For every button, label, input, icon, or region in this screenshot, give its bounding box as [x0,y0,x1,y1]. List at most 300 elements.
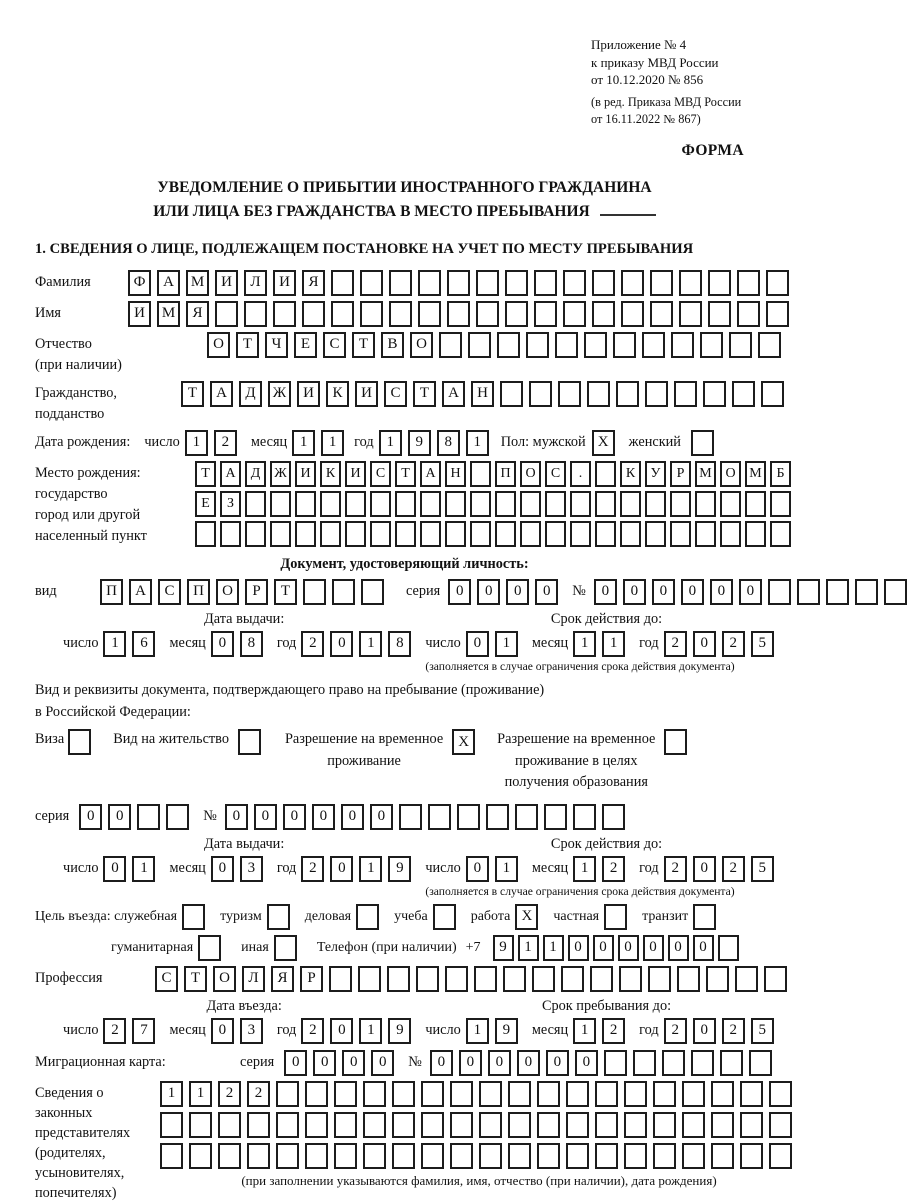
form-cell[interactable] [720,1050,743,1076]
form-cell[interactable]: 0 [342,1050,365,1076]
form-cell[interactable]: 5 [751,856,774,882]
form-cell[interactable]: 0 [693,1018,716,1044]
form-cell[interactable] [619,966,642,992]
form-cell[interactable]: Л [244,270,267,296]
form-cell[interactable]: Л [242,966,265,992]
form-cell[interactable]: 9 [495,1018,518,1044]
form-cell[interactable] [495,521,516,547]
form-cell[interactable]: А [157,270,180,296]
form-cell[interactable]: 2 [722,1018,745,1044]
form-cell[interactable] [604,1050,627,1076]
form-cell[interactable] [244,301,267,327]
form-cell[interactable]: 0 [568,935,589,961]
form-cell[interactable]: 0 [430,1050,453,1076]
form-cell[interactable] [392,1112,415,1138]
form-cell[interactable] [563,270,586,296]
form-cell[interactable]: 0 [710,579,733,605]
form-cell[interactable]: 1 [466,430,489,456]
form-cell[interactable]: 9 [388,856,411,882]
form-cell[interactable]: 3 [240,1018,263,1044]
form-cell[interactable] [642,332,665,358]
form-cell[interactable]: 0 [330,631,353,657]
form-cell[interactable] [361,579,384,605]
form-cell[interactable]: С [384,381,407,407]
form-cell[interactable]: М [745,461,766,487]
form-cell[interactable] [616,381,639,407]
form-cell[interactable]: 2 [301,631,324,657]
form-cell[interactable]: . [570,461,591,487]
form-cell[interactable] [545,491,566,517]
form-cell[interactable] [515,804,538,830]
form-cell[interactable] [160,1143,183,1169]
form-cell[interactable] [674,381,697,407]
form-cell[interactable]: 0 [211,631,234,657]
form-cell[interactable] [445,966,468,992]
form-cell[interactable] [620,521,641,547]
form-cell[interactable] [370,491,391,517]
form-cell[interactable] [392,1143,415,1169]
form-cell[interactable]: П [187,579,210,605]
form-cell[interactable] [711,1081,734,1107]
form-cell[interactable]: 0 [593,935,614,961]
form-cell[interactable] [247,1112,270,1138]
form-cell[interactable] [508,1081,531,1107]
form-cell[interactable]: О [216,579,239,605]
form-cell[interactable] [276,1112,299,1138]
form-cell[interactable]: Д [245,461,266,487]
form-cell[interactable] [331,270,354,296]
form-cell[interactable] [671,332,694,358]
form-cell[interactable]: О [213,966,236,992]
form-cell[interactable] [476,270,499,296]
form-cell[interactable] [450,1081,473,1107]
form-cell[interactable] [479,1112,502,1138]
form-cell[interactable] [433,904,456,930]
form-cell[interactable]: А [220,461,241,487]
form-cell[interactable] [500,381,523,407]
form-cell[interactable] [677,966,700,992]
form-cell[interactable]: 1 [359,631,382,657]
form-cell[interactable]: 0 [254,804,277,830]
form-cell[interactable]: Б [770,461,791,487]
form-cell[interactable]: К [320,461,341,487]
form-cell[interactable] [479,1143,502,1169]
form-cell[interactable] [247,1143,270,1169]
form-cell[interactable] [331,301,354,327]
form-cell[interactable]: Д [239,381,262,407]
form-cell[interactable]: П [495,461,516,487]
form-cell[interactable] [387,966,410,992]
form-cell[interactable]: 2 [301,856,324,882]
form-cell[interactable] [664,729,687,755]
form-cell[interactable]: Т [236,332,259,358]
form-cell[interactable] [749,1050,772,1076]
form-cell[interactable] [497,332,520,358]
form-cell[interactable]: Я [186,301,209,327]
form-cell[interactable]: 0 [283,804,306,830]
form-cell[interactable] [215,301,238,327]
form-cell[interactable] [653,1112,676,1138]
form-cell[interactable]: 2 [722,631,745,657]
form-cell[interactable]: 1 [160,1081,183,1107]
form-cell[interactable] [320,491,341,517]
form-cell[interactable]: 0 [739,579,762,605]
form-cell[interactable]: Е [294,332,317,358]
form-cell[interactable]: Ж [270,461,291,487]
form-cell[interactable]: Я [302,270,325,296]
form-cell[interactable]: 0 [459,1050,482,1076]
form-cell[interactable] [592,301,615,327]
form-cell[interactable] [691,1050,714,1076]
form-cell[interactable] [624,1143,647,1169]
form-cell[interactable] [395,521,416,547]
form-cell[interactable] [695,521,716,547]
form-cell[interactable]: 0 [211,856,234,882]
form-cell[interactable] [764,966,787,992]
form-cell[interactable] [470,461,491,487]
form-cell[interactable] [545,521,566,547]
form-cell[interactable] [650,270,673,296]
form-cell[interactable]: 2 [301,1018,324,1044]
form-cell[interactable] [650,301,673,327]
form-cell[interactable]: 0 [517,1050,540,1076]
form-cell[interactable] [648,966,671,992]
form-cell[interactable]: И [295,461,316,487]
form-cell[interactable]: С [323,332,346,358]
form-cell[interactable]: И [345,461,366,487]
form-cell[interactable] [457,804,480,830]
form-cell[interactable]: 0 [488,1050,511,1076]
form-cell[interactable] [645,381,668,407]
form-cell[interactable]: 0 [313,1050,336,1076]
form-cell[interactable]: Ф [128,270,151,296]
form-cell[interactable] [679,270,702,296]
form-cell[interactable]: 2 [214,430,237,456]
form-cell[interactable] [303,579,326,605]
form-cell[interactable]: 0 [284,1050,307,1076]
form-cell[interactable]: 0 [477,579,500,605]
form-cell[interactable]: 0 [466,631,489,657]
form-cell[interactable] [392,1081,415,1107]
form-cell[interactable]: 6 [132,631,155,657]
form-cell[interactable] [418,301,441,327]
form-cell[interactable] [563,301,586,327]
form-cell[interactable] [621,301,644,327]
form-cell[interactable] [766,270,789,296]
form-cell[interactable]: 1 [573,631,596,657]
form-cell[interactable] [389,270,412,296]
form-cell[interactable] [740,1081,763,1107]
form-cell[interactable] [363,1143,386,1169]
form-cell[interactable] [363,1081,386,1107]
form-cell[interactable] [768,579,791,605]
form-cell[interactable]: О [720,461,741,487]
form-cell[interactable] [273,301,296,327]
form-cell[interactable]: 1 [185,430,208,456]
form-cell[interactable]: 0 [79,804,102,830]
form-cell[interactable]: 3 [240,856,263,882]
form-cell[interactable] [276,1143,299,1169]
form-cell[interactable]: Т [184,966,207,992]
form-cell[interactable]: 9 [493,935,514,961]
form-cell[interactable] [769,1081,792,1107]
form-cell[interactable] [566,1112,589,1138]
form-cell[interactable] [682,1143,705,1169]
form-cell[interactable]: П [100,579,123,605]
form-cell[interactable]: 0 [330,856,353,882]
form-cell[interactable] [447,270,470,296]
form-cell[interactable] [345,521,366,547]
form-cell[interactable] [613,332,636,358]
form-cell[interactable]: И [215,270,238,296]
form-cell[interactable] [537,1143,560,1169]
form-cell[interactable] [395,491,416,517]
form-cell[interactable]: 0 [618,935,639,961]
form-cell[interactable] [711,1112,734,1138]
form-cell[interactable]: Т [195,461,216,487]
form-cell[interactable]: 1 [495,631,518,657]
form-cell[interactable]: А [420,461,441,487]
form-cell[interactable] [505,270,528,296]
form-cell[interactable]: 1 [292,430,315,456]
form-cell[interactable]: 1 [466,1018,489,1044]
form-cell[interactable] [595,521,616,547]
form-cell[interactable] [421,1081,444,1107]
form-cell[interactable]: 8 [388,631,411,657]
form-cell[interactable]: 0 [681,579,704,605]
form-cell[interactable]: 0 [693,631,716,657]
form-cell[interactable] [761,381,784,407]
form-cell[interactable]: И [355,381,378,407]
form-cell[interactable] [495,491,516,517]
form-cell[interactable]: К [326,381,349,407]
form-cell[interactable]: Е [195,491,216,517]
form-cell[interactable] [558,381,581,407]
form-cell[interactable]: 2 [664,856,687,882]
form-cell[interactable]: 0 [643,935,664,961]
form-cell[interactable] [445,491,466,517]
form-cell[interactable]: 0 [546,1050,569,1076]
form-cell[interactable] [745,491,766,517]
form-cell[interactable] [532,966,555,992]
form-cell[interactable] [276,1081,299,1107]
form-cell[interactable]: 1 [103,631,126,657]
form-cell[interactable] [537,1081,560,1107]
form-cell[interactable] [305,1081,328,1107]
form-cell[interactable] [389,301,412,327]
form-cell[interactable] [604,904,627,930]
form-cell[interactable] [428,804,451,830]
form-cell[interactable] [670,491,691,517]
form-cell[interactable] [238,729,261,755]
form-cell[interactable] [526,332,549,358]
form-cell[interactable] [418,270,441,296]
form-cell[interactable]: М [186,270,209,296]
form-cell[interactable] [682,1112,705,1138]
form-cell[interactable]: А [442,381,465,407]
form-cell[interactable]: 1 [573,1018,596,1044]
form-cell[interactable] [732,381,755,407]
form-cell[interactable] [590,966,613,992]
form-cell[interactable] [592,270,615,296]
form-cell[interactable] [334,1143,357,1169]
form-cell[interactable] [302,301,325,327]
form-cell[interactable] [420,521,441,547]
form-cell[interactable] [189,1143,212,1169]
form-cell[interactable]: 0 [330,1018,353,1044]
form-cell[interactable]: 0 [623,579,646,605]
form-cell[interactable]: М [695,461,716,487]
form-cell[interactable] [711,1143,734,1169]
form-cell[interactable] [587,381,610,407]
form-cell[interactable]: 1 [495,856,518,882]
form-cell[interactable]: У [645,461,666,487]
form-cell[interactable] [220,521,241,547]
form-cell[interactable] [555,332,578,358]
form-cell[interactable] [218,1112,241,1138]
form-cell[interactable] [245,491,266,517]
form-cell[interactable] [758,332,781,358]
form-cell[interactable]: 9 [408,430,431,456]
form-cell[interactable] [570,491,591,517]
form-cell[interactable] [360,270,383,296]
form-cell[interactable] [363,1112,386,1138]
form-cell[interactable] [305,1143,328,1169]
form-cell[interactable] [653,1143,676,1169]
form-cell[interactable]: 1 [573,856,596,882]
form-cell[interactable] [570,521,591,547]
form-cell[interactable] [420,491,441,517]
form-cell[interactable] [329,966,352,992]
form-cell[interactable] [218,1143,241,1169]
form-cell[interactable] [160,1112,183,1138]
form-cell[interactable]: 0 [693,935,714,961]
form-cell[interactable]: 1 [518,935,539,961]
form-cell[interactable] [700,332,723,358]
form-cell[interactable]: Я [271,966,294,992]
form-cell[interactable] [740,1112,763,1138]
form-cell[interactable] [476,301,499,327]
form-cell[interactable]: 2 [218,1081,241,1107]
form-cell[interactable] [508,1112,531,1138]
form-cell[interactable]: Р [300,966,323,992]
form-cell[interactable] [445,521,466,547]
form-cell[interactable] [439,332,462,358]
form-cell[interactable] [508,1143,531,1169]
form-cell[interactable] [693,904,716,930]
form-cell[interactable]: З [220,491,241,517]
form-cell[interactable] [595,1143,618,1169]
form-cell[interactable]: 2 [602,1018,625,1044]
form-cell[interactable]: 1 [359,1018,382,1044]
form-cell[interactable] [624,1112,647,1138]
form-cell[interactable] [670,521,691,547]
form-cell[interactable]: 1 [132,856,155,882]
form-cell[interactable] [729,332,752,358]
form-cell[interactable] [505,301,528,327]
form-cell[interactable] [745,521,766,547]
form-cell[interactable] [708,301,731,327]
form-cell[interactable]: 0 [312,804,335,830]
form-cell[interactable] [769,1143,792,1169]
form-cell[interactable] [68,729,91,755]
form-cell[interactable] [624,1081,647,1107]
form-cell[interactable]: 9 [388,1018,411,1044]
form-cell[interactable] [334,1112,357,1138]
form-cell[interactable] [595,1081,618,1107]
form-cell[interactable] [766,301,789,327]
form-cell[interactable] [595,461,616,487]
form-cell[interactable]: О [520,461,541,487]
form-cell[interactable] [486,804,509,830]
form-cell[interactable]: А [210,381,233,407]
form-cell[interactable] [769,1112,792,1138]
form-cell[interactable] [447,301,470,327]
form-cell[interactable]: X [592,430,615,456]
form-cell[interactable] [345,491,366,517]
form-cell[interactable]: 5 [751,631,774,657]
form-cell[interactable] [166,804,189,830]
form-cell[interactable] [703,381,726,407]
form-cell[interactable] [468,332,491,358]
form-cell[interactable] [826,579,849,605]
form-cell[interactable]: О [410,332,433,358]
form-cell[interactable]: М [157,301,180,327]
form-cell[interactable]: 1 [321,430,344,456]
form-cell[interactable]: 2 [722,856,745,882]
form-cell[interactable] [421,1143,444,1169]
form-cell[interactable] [662,1050,685,1076]
form-cell[interactable] [520,491,541,517]
form-cell[interactable]: 1 [359,856,382,882]
form-cell[interactable] [708,270,731,296]
form-cell[interactable]: 1 [379,430,402,456]
form-cell[interactable] [182,904,205,930]
form-cell[interactable]: 0 [652,579,675,605]
form-cell[interactable]: Т [352,332,375,358]
form-cell[interactable] [416,966,439,992]
form-cell[interactable] [360,301,383,327]
form-cell[interactable] [695,491,716,517]
form-cell[interactable]: 0 [506,579,529,605]
form-cell[interactable] [274,935,297,961]
form-cell[interactable] [720,491,741,517]
form-cell[interactable]: Т [181,381,204,407]
form-cell[interactable]: X [452,729,475,755]
form-cell[interactable]: Т [274,579,297,605]
form-cell[interactable] [198,935,221,961]
form-cell[interactable] [620,491,641,517]
form-cell[interactable] [645,521,666,547]
form-cell[interactable] [399,804,422,830]
form-cell[interactable]: И [297,381,320,407]
form-cell[interactable]: Т [395,461,416,487]
form-cell[interactable] [137,804,160,830]
form-cell[interactable] [479,1081,502,1107]
form-cell[interactable]: 0 [103,856,126,882]
form-cell[interactable] [529,381,552,407]
form-cell[interactable] [474,966,497,992]
form-cell[interactable]: Р [245,579,268,605]
form-cell[interactable]: 0 [225,804,248,830]
form-cell[interactable] [740,1143,763,1169]
form-cell[interactable] [270,521,291,547]
form-cell[interactable]: 0 [341,804,364,830]
form-cell[interactable] [584,332,607,358]
form-cell[interactable] [503,966,526,992]
form-cell[interactable]: 2 [602,856,625,882]
form-cell[interactable] [421,1112,444,1138]
